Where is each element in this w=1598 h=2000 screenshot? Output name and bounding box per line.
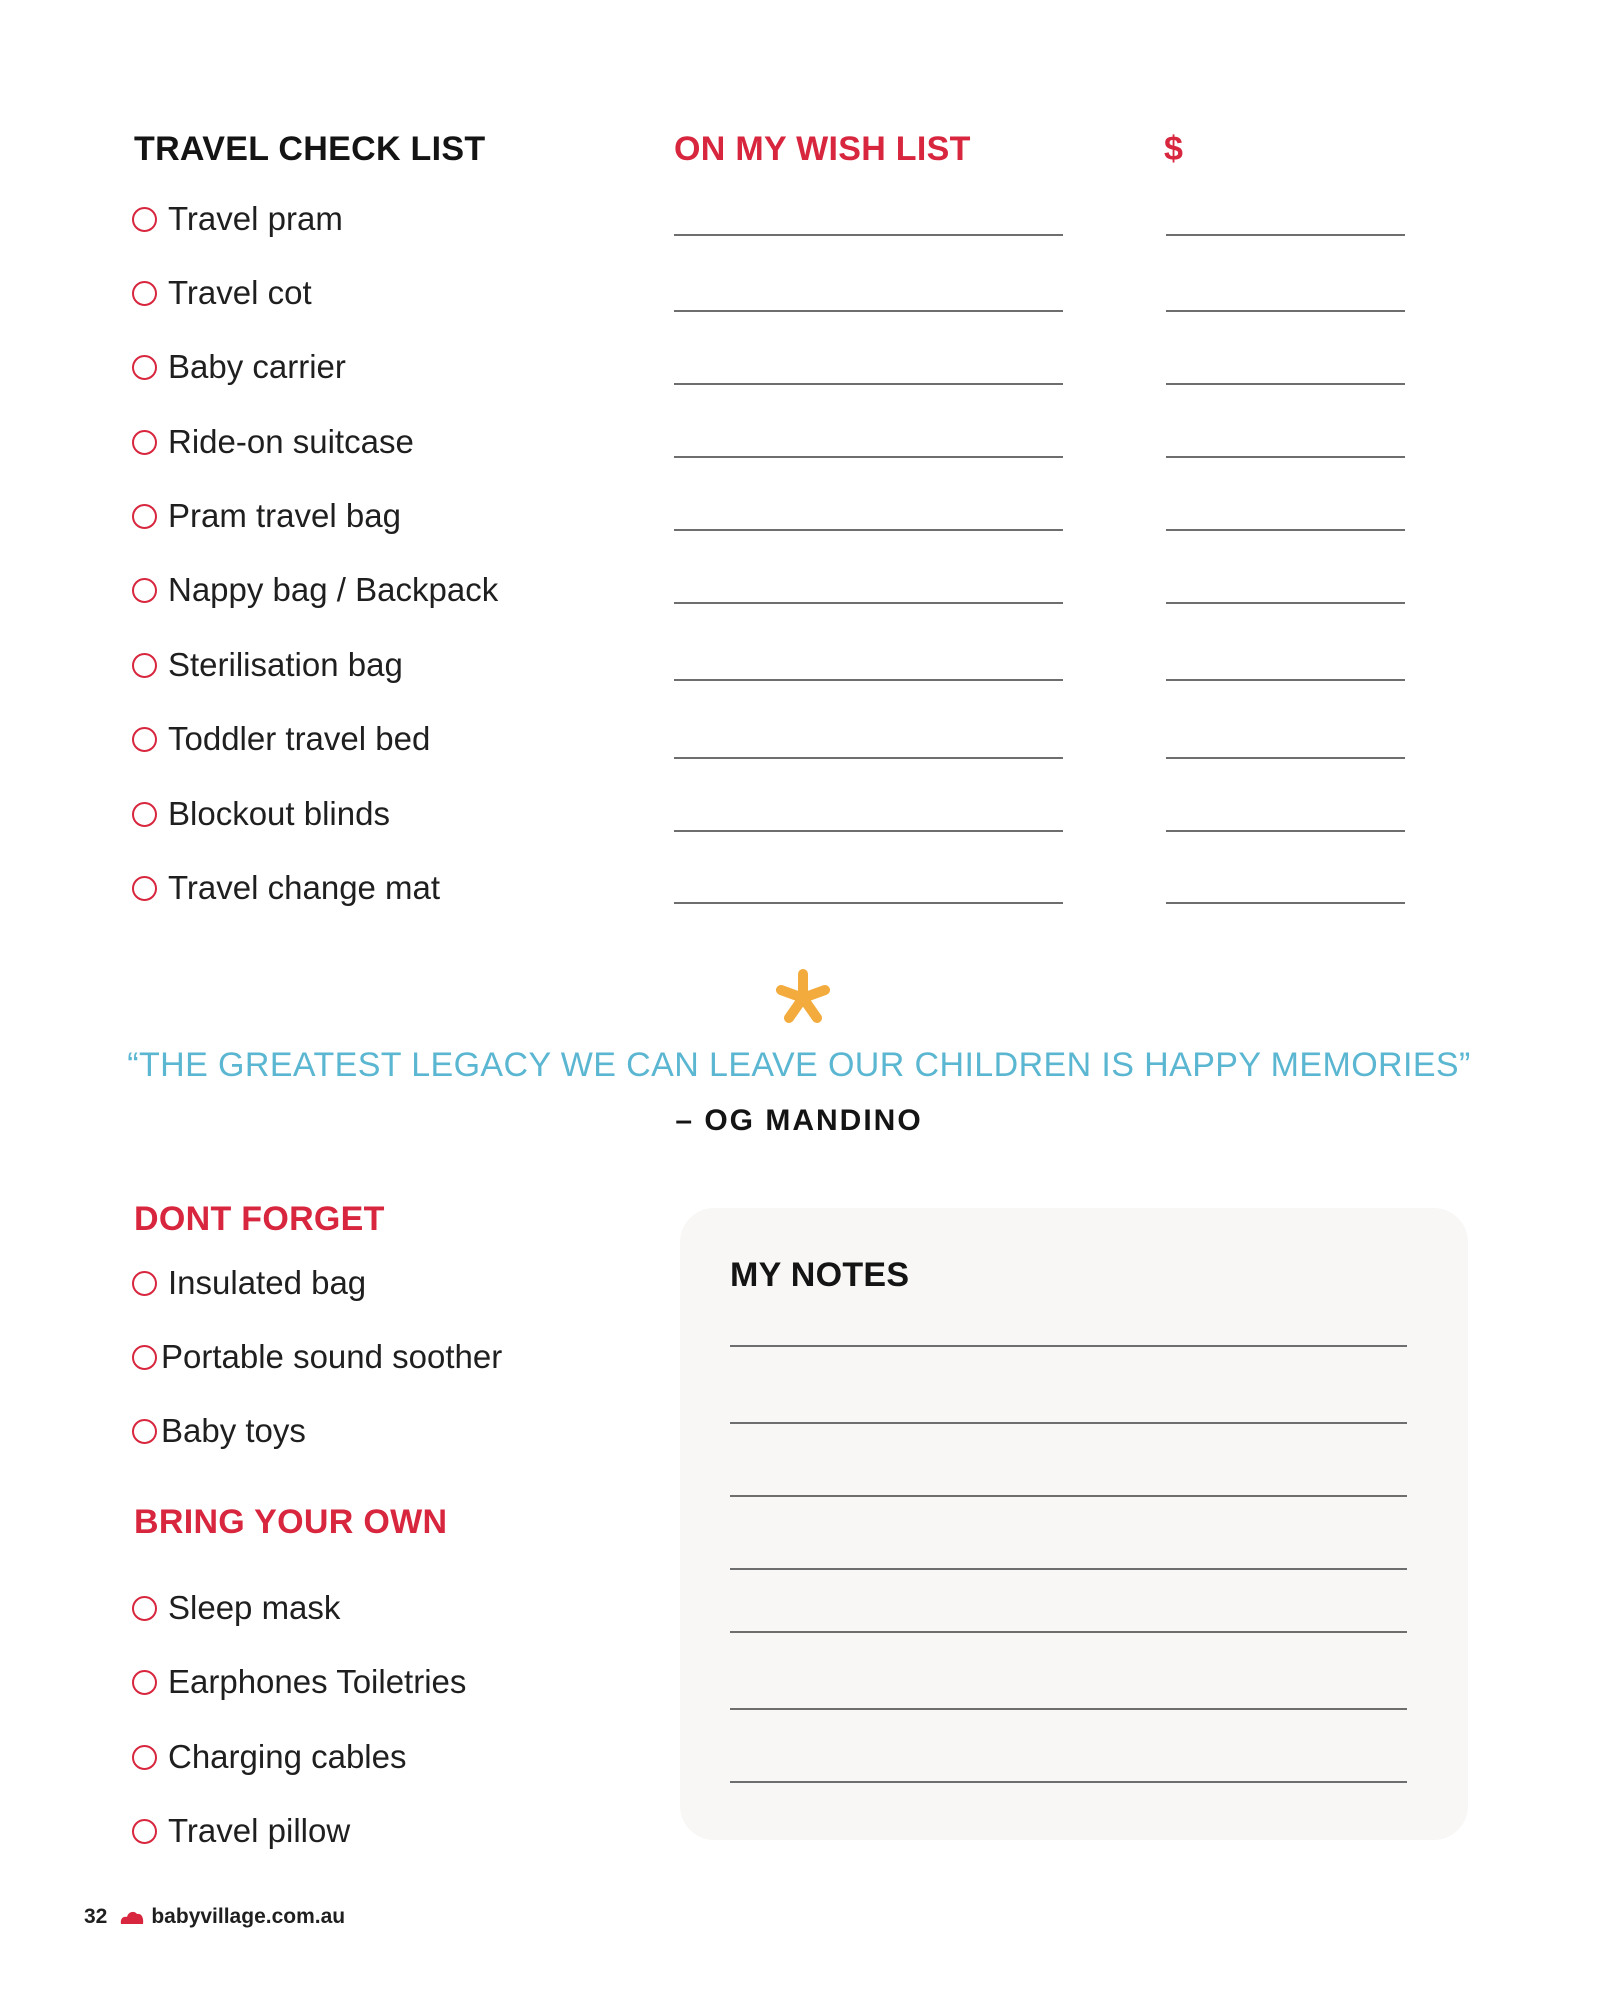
price-line[interactable] <box>1166 529 1405 531</box>
checkbox-circle-icon[interactable] <box>132 1345 157 1370</box>
checklist-item-label: Baby carrier <box>168 348 346 385</box>
site-url[interactable]: babyvillage.com.au <box>151 1905 346 1928</box>
quote-text: “THE GREATEST LEGACY WE CAN LEAVE OUR CHILDREN IS HAPPY MEMORIES” <box>127 1046 1471 1084</box>
checkbox-circle-icon[interactable] <box>132 727 157 752</box>
checkbox-circle-icon[interactable] <box>132 578 157 603</box>
checklist-item[interactable] <box>132 1663 466 1701</box>
checklist-item-label: Pram travel bag <box>168 497 401 534</box>
wish-list-line[interactable] <box>674 830 1063 832</box>
checklist-item-label: Nappy bag / Backpack <box>168 571 499 608</box>
travel-check-list-heading: TRAVEL CHECK LIST <box>134 130 486 168</box>
page-number: 32 <box>84 1905 108 1928</box>
notes-line[interactable] <box>730 1781 1407 1783</box>
price-line[interactable] <box>1166 456 1405 458</box>
notes-line[interactable] <box>730 1708 1407 1710</box>
checklist-item-label: Sleep mask <box>168 1589 341 1626</box>
notes-line[interactable] <box>730 1495 1407 1497</box>
price-line[interactable] <box>1166 679 1405 681</box>
checkbox-circle-icon[interactable] <box>132 1271 157 1296</box>
checkbox-circle-icon[interactable] <box>132 355 157 380</box>
wish-list-line[interactable] <box>674 383 1063 385</box>
notes-panel <box>680 1208 1468 1840</box>
price-line[interactable] <box>1166 234 1405 236</box>
checklist-item[interactable] <box>132 423 414 461</box>
checkbox-circle-icon[interactable] <box>132 1670 157 1695</box>
checklist-item-label: Earphones Toiletries <box>168 1663 467 1700</box>
wish-list-line[interactable] <box>674 679 1063 681</box>
checkbox-circle-icon[interactable] <box>132 1819 157 1844</box>
checkbox-circle-icon[interactable] <box>132 802 157 827</box>
my-notes-heading: MY NOTES <box>730 1256 910 1294</box>
asterisk-star-icon <box>775 968 831 1024</box>
checkbox-circle-icon[interactable] <box>132 281 157 306</box>
checklist-item[interactable] <box>132 1738 406 1776</box>
checklist-item[interactable] <box>132 348 346 386</box>
notes-line[interactable] <box>730 1631 1407 1633</box>
checklist-item-label: Travel cot <box>168 274 312 311</box>
checklist-item-label: Insulated bag <box>168 1264 367 1301</box>
bring-your-own-heading: BRING YOUR OWN <box>134 1503 448 1541</box>
checklist-item-label: Travel change mat <box>168 869 441 906</box>
checklist-item-label: Ride-on suitcase <box>168 423 414 460</box>
cloud-logo-icon <box>119 1908 145 1926</box>
checklist-item-label: Sterilisation bag <box>168 646 403 683</box>
wish-list-line[interactable] <box>674 310 1063 312</box>
checkbox-circle-icon[interactable] <box>132 1596 157 1621</box>
checkbox-circle-icon[interactable] <box>132 876 157 901</box>
checklist-item[interactable] <box>132 200 343 238</box>
wish-list-line[interactable] <box>674 234 1063 236</box>
wish-list-line[interactable] <box>674 456 1063 458</box>
quote-author: – OG MANDINO <box>675 1104 923 1137</box>
checklist-item[interactable] <box>132 497 401 535</box>
wish-list-heading: ON MY WISH LIST <box>674 130 971 168</box>
notes-line[interactable] <box>730 1568 1407 1570</box>
checkbox-circle-icon[interactable] <box>132 653 157 678</box>
checklist-item[interactable] <box>132 571 498 609</box>
price-line[interactable] <box>1166 383 1405 385</box>
checklist-item-label: Travel pillow <box>168 1812 351 1849</box>
checklist-item[interactable] <box>132 1589 340 1627</box>
price-line[interactable] <box>1166 310 1405 312</box>
checklist-item[interactable] <box>132 1812 350 1850</box>
wish-list-line[interactable] <box>674 757 1063 759</box>
checkbox-circle-icon[interactable] <box>132 207 157 232</box>
checklist-item[interactable] <box>132 1264 366 1302</box>
dont-forget-heading: DONT FORGET <box>134 1200 385 1238</box>
page-footer <box>84 1905 345 1929</box>
checkbox-circle-icon[interactable] <box>132 430 157 455</box>
checkbox-circle-icon[interactable] <box>132 504 157 529</box>
checklist-item-label: Blockout blinds <box>168 795 390 832</box>
wish-list-line[interactable] <box>674 602 1063 604</box>
checklist-item[interactable] <box>132 720 430 758</box>
notes-line[interactable] <box>730 1345 1407 1347</box>
checklist-item-label: Charging cables <box>168 1738 407 1775</box>
wish-list-line[interactable] <box>674 902 1063 904</box>
price-line[interactable] <box>1166 830 1405 832</box>
checklist-item[interactable] <box>132 1338 502 1376</box>
checklist-item[interactable] <box>132 1412 306 1450</box>
checkbox-circle-icon[interactable] <box>132 1745 157 1770</box>
checklist-item[interactable] <box>132 274 312 312</box>
checklist-item[interactable] <box>132 869 440 907</box>
checklist-item-label: Portable sound soother <box>161 1338 503 1375</box>
checklist-item-label: Travel pram <box>168 200 343 237</box>
price-line[interactable] <box>1166 757 1405 759</box>
price-heading: $ <box>1164 130 1184 168</box>
price-line[interactable] <box>1166 902 1405 904</box>
checklist-item[interactable] <box>132 646 403 684</box>
notes-line[interactable] <box>730 1422 1407 1424</box>
checkbox-circle-icon[interactable] <box>132 1419 157 1444</box>
checklist-item-label: Toddler travel bed <box>168 720 431 757</box>
checklist-item-label: Baby toys <box>161 1412 306 1449</box>
wish-list-line[interactable] <box>674 529 1063 531</box>
price-line[interactable] <box>1166 602 1405 604</box>
checklist-item[interactable] <box>132 795 390 833</box>
